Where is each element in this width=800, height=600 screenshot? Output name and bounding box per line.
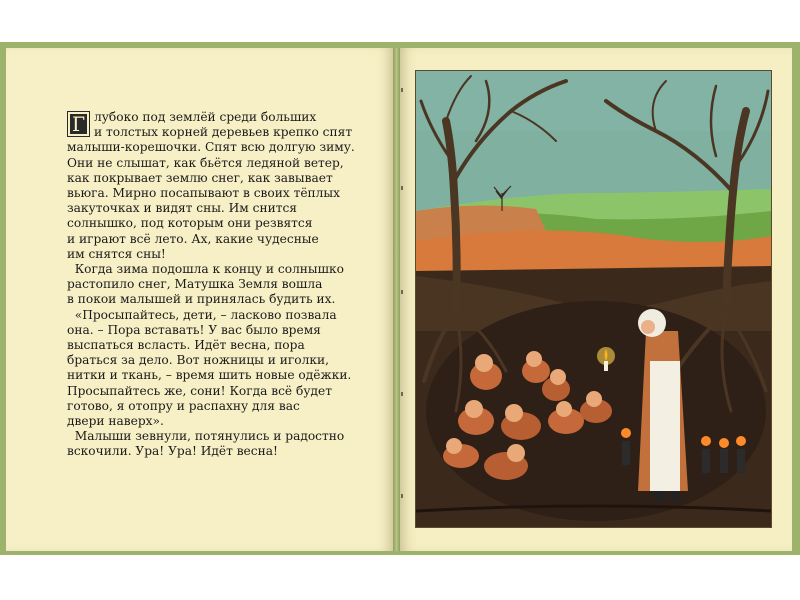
- text-line: браться за дело. Вот ножницы и иголки,: [67, 353, 329, 368]
- binding-stitch: [401, 88, 403, 92]
- text-line: Просыпайтесь же, сони! Когда всё будет: [67, 383, 332, 398]
- story-text: [67, 110, 367, 460]
- paragraph-4: [67, 429, 367, 459]
- text-line: лубоко под землёй среди больших: [94, 110, 317, 124]
- text-line: Малыши зевнули, потянулись и радостно: [74, 429, 345, 444]
- text-line: двери наверх».: [67, 414, 164, 429]
- text-line: «Просыпайтесь, дети, – ласково позвала: [74, 307, 337, 322]
- paragraph-3: [67, 308, 367, 430]
- text-line: растопило снег, Матушка Земля вошла: [67, 277, 323, 292]
- text-line: в покои малышей и принялась будить их.: [67, 292, 336, 307]
- text-line: малыши-корешочки. Спят всю долгую зиму.: [67, 140, 355, 155]
- text-line: солнышко, под которым они резвятся: [67, 216, 313, 231]
- text-line: вьюга. Мирно посапывают в своих тёплых: [67, 186, 340, 201]
- text-line: и толстых корней деревьев крепко спят: [94, 125, 353, 140]
- binding-stitch: [401, 186, 403, 190]
- text-line: нитки и ткань, – время шить новые одёжки.: [67, 368, 352, 383]
- text-line: им снятся сны!: [67, 246, 166, 261]
- drop-cap: Г: [67, 111, 90, 137]
- binding-stitch: [401, 392, 403, 396]
- text-line: Когда зима подошла к концу и солнышко: [74, 262, 344, 277]
- binding-stitch: [401, 290, 403, 294]
- paragraph-1: [67, 110, 367, 262]
- text-line: вскочили. Ура! Ура! Идёт весна!: [67, 444, 278, 459]
- paragraph-2: [67, 262, 367, 308]
- illustration: [415, 70, 772, 528]
- book-spine: [393, 48, 400, 551]
- binding-stitch: [401, 494, 403, 498]
- text-line: готово, я отопру и распахну для вас: [67, 398, 300, 413]
- text-line: выспаться всласть. Идёт весна, пора: [67, 338, 305, 353]
- text-line: как покрывает землю снег, как завывает: [67, 170, 333, 185]
- text-line: и играют всё лето. Ах, какие чудесные: [67, 231, 319, 246]
- text-line: она. – Пора вставать! У вас было время: [67, 322, 321, 337]
- text-line: закуточках и видят сны. Им снится: [67, 201, 297, 216]
- text-line: Они не слышат, как бьётся ледяной ветер,: [67, 155, 344, 170]
